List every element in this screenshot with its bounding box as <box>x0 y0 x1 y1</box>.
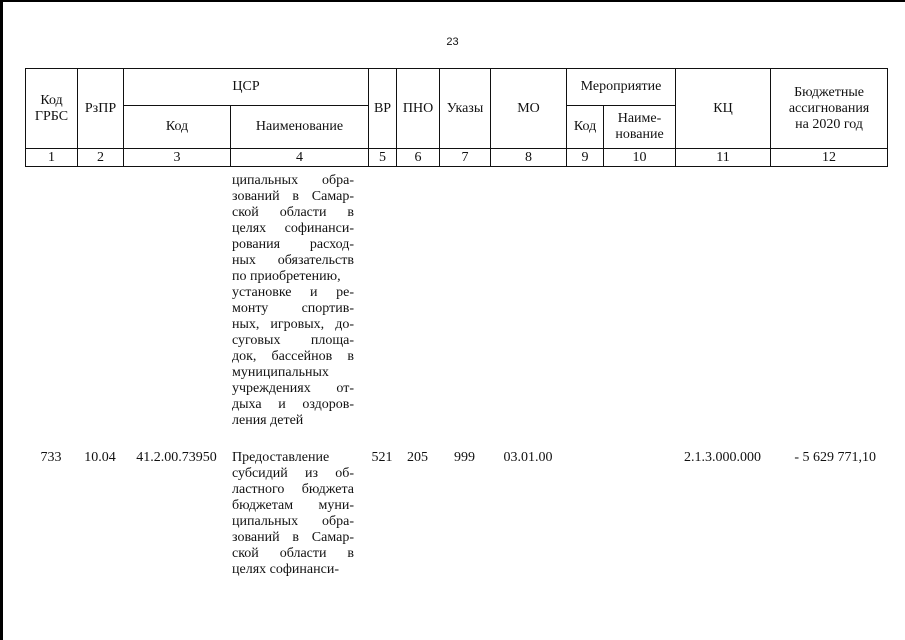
description-line: Предоставление <box>232 450 330 465</box>
continued-description <box>232 173 354 429</box>
column-number-5: 5 <box>369 149 397 167</box>
column-number-9: 9 <box>567 149 604 167</box>
continued-line: муниципальных <box>232 365 329 380</box>
header-budget-line-1: Бюджетные <box>794 84 864 100</box>
description-line: ластного бюджета <box>232 482 354 497</box>
continued-line: ных, игровых, до- <box>232 317 354 332</box>
description-line: целях софинанси- <box>232 562 339 577</box>
cell-ukazy: 999 <box>454 450 475 465</box>
column-number-7: 7 <box>440 149 491 167</box>
column-number-6: 6 <box>397 149 440 167</box>
continued-line: док, бассейнов в <box>232 349 354 364</box>
continued-line: дыха и оздоров- <box>232 397 354 412</box>
scan-border-left <box>0 0 3 640</box>
column-number-2: 2 <box>78 149 124 167</box>
continued-line: установке и ре- <box>232 285 354 300</box>
header-pno: ПНО <box>397 69 440 149</box>
continued-line: ской области в <box>232 205 354 220</box>
header-mo: МО <box>491 69 567 149</box>
continued-line: ления детей <box>232 413 304 428</box>
cell-amount: - 5 629 771,10 <box>794 450 876 465</box>
column-number-1: 1 <box>26 149 78 167</box>
description-line: ской области в <box>232 546 354 561</box>
column-number-11: 11 <box>676 149 771 167</box>
row-description <box>232 450 354 578</box>
description-line: бюджетам муни- <box>232 498 354 513</box>
column-number-10: 10 <box>604 149 676 167</box>
column-number-3: 3 <box>124 149 231 167</box>
continued-line: ципальных обра- <box>232 173 354 188</box>
continued-line: монту спортив- <box>232 301 354 316</box>
header-kod-grbs: Код ГРБС <box>26 69 78 149</box>
header-ukazy: Указы <box>440 69 491 149</box>
cell-pno: 205 <box>407 450 428 465</box>
continued-line: целях софинанси- <box>232 221 354 236</box>
cell-vr: 521 <box>371 450 393 465</box>
header-mer-kod: Код <box>567 106 604 149</box>
header-mer-name <box>604 106 676 149</box>
description-line: ципальных обра- <box>232 514 354 529</box>
cell-kod-grbs: 733 <box>40 450 62 465</box>
description-line: субсидий из об- <box>232 466 354 481</box>
continued-line: суговых площа- <box>232 333 354 348</box>
header-csr-kod: Код <box>124 106 231 149</box>
cell-rzpr: 10.04 <box>84 450 116 465</box>
header-budget <box>771 69 888 149</box>
header-kc: КЦ <box>676 69 771 149</box>
page-number: 23 <box>446 36 459 48</box>
cell-mo: 03.01.00 <box>503 450 553 465</box>
cell-kc: 2.1.3.000.000 <box>684 450 761 465</box>
header-rzpr: РзПР <box>78 69 124 149</box>
continued-line: учреждениях от- <box>232 381 354 396</box>
continued-line: рования расход- <box>232 237 354 252</box>
header-vr: ВР <box>369 69 397 149</box>
continued-line: ных обязательств <box>232 253 354 268</box>
header-mer-name-line-1: Наиме- <box>617 111 662 126</box>
column-number-12: 12 <box>771 149 888 167</box>
header-budget-line-3: на 2020 год <box>795 116 863 132</box>
description-line: зований в Самар- <box>232 530 354 545</box>
column-number-8: 8 <box>491 149 567 167</box>
cell-csr-kod: 41.2.00.73950 <box>136 450 217 465</box>
header-csr: ЦСР <box>124 69 369 106</box>
header-csr-name: Наименование <box>231 106 369 149</box>
budget-table-header <box>25 68 888 167</box>
scan-border-top <box>0 0 905 2</box>
header-budget-line-2: ассигнования <box>788 100 870 116</box>
continued-line: зований в Самар- <box>232 189 354 204</box>
header-mer-name-line-2: нование <box>615 127 664 142</box>
continued-line: по приобретению, <box>232 269 341 284</box>
column-number-4: 4 <box>231 149 369 167</box>
header-meropriyatie: Мероприятие <box>567 69 676 106</box>
